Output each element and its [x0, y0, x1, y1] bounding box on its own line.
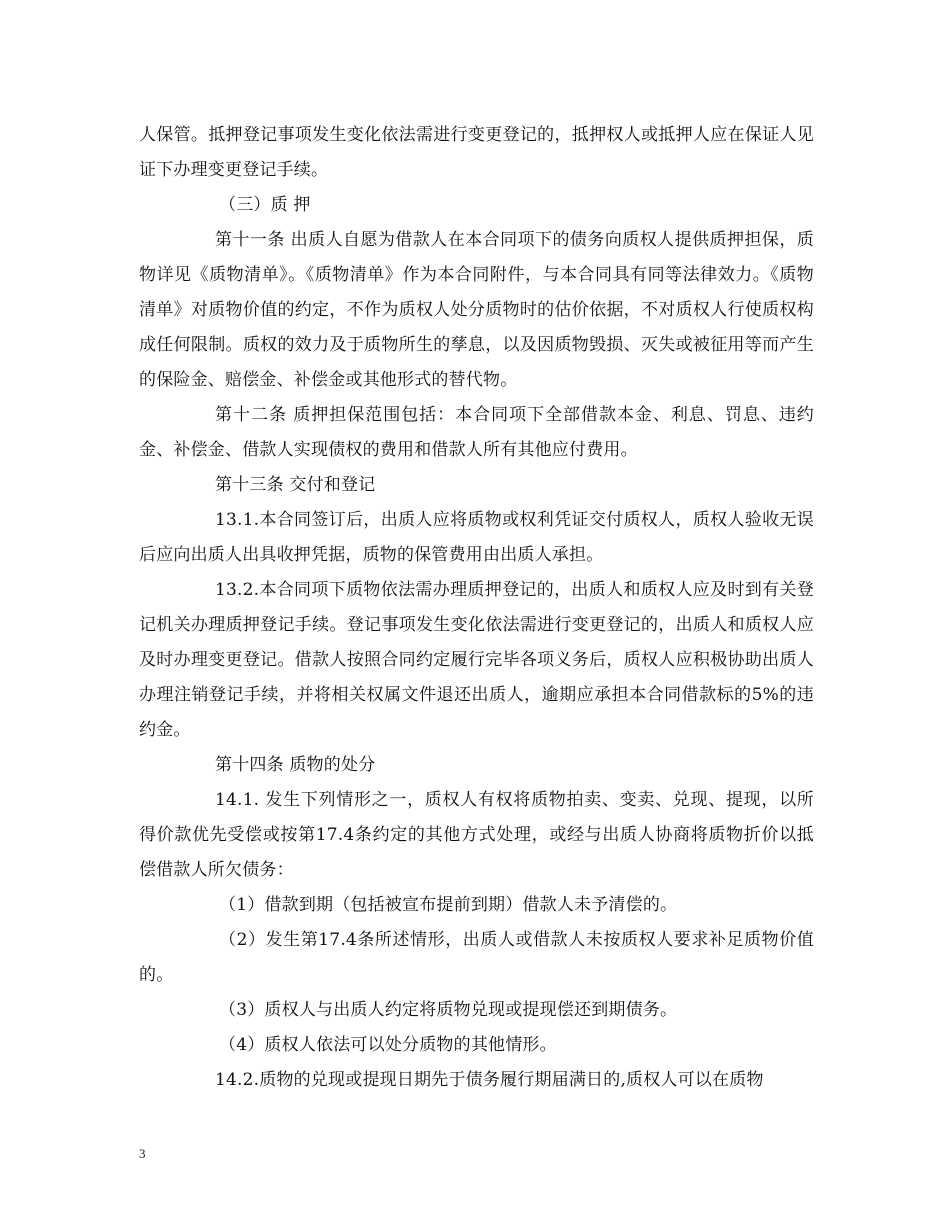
clause-14-1: 14.1. 发生下列情形之一，质权人有权将质物拍卖、变卖、兑现、提现，以所得价款优先受偿或按第17.4条约定的其他方式处理，或经与出质人协商将质物折价以抵偿借款人所欠债务： — [139, 790, 814, 880]
paragraph-mortgage-continuation: 人保管。抵押登记事项发生变化依法需进行变更登记的，抵押权人或抵押人应在保证人见证下办理变更登记手续。 — [139, 125, 814, 180]
article-13-heading: 第十三条 交付和登记 — [215, 475, 376, 495]
article-11: 第十一条 出质人自愿为借款人在本合同项下的债务向质权人提供质押担保，质物详见《质物清单》。《质物清单》作为本合同附件，与本合同具有同等法律效力。《质物清单》对质物价值的约定，不作为质权人处分质物时的估价依据，不对质权人行使质权构成任何限制。质权的效力及于质物所生的孳息，以及因质物毁损、灭失或被征用等而产生的保险金、赔偿金、补偿金或其他形式的替代物。 — [139, 230, 814, 390]
article-12: 第十二条 质押担保范围包括：本合同项下全部借款本金、利息、罚息、违约金、补偿金、借款人实现债权的费用和借款人所有其他应付费用。 — [139, 405, 814, 460]
article-14-heading: 第十四条 质物的处分 — [215, 755, 376, 775]
clause-13-2: 13.2.本合同项下质物依法需办理质押登记的，出质人和质权人应及时到有关登记机关办理质押登记手续。登记事项发生变化依法需进行变更登记的，出质人和质权人应及时办理变更登记。借款人按照合同约定履行完毕各项义务后，质权人应积极协助出质人办理注销登记手续，并将相关权属文件退还出质人，逾期应承担本合同借款标的5%的违约金。 — [139, 580, 814, 740]
document-body — [139, 118, 814, 1098]
list-item-1: （1）借款到期（包括被宣布提前到期）借款人未予清偿的。 — [219, 895, 678, 915]
page-number: 3 — [139, 1146, 146, 1161]
list-item-2: （2）发生第17.4条所述情形，出质人或借款人未按质权人要求补足质物价值的。 — [139, 930, 814, 985]
list-item-3: （3）质权人与出质人约定将质物兑现或提现偿还到期债务。 — [219, 1000, 678, 1020]
clause-14-2: 14.2.质物的兑现或提现日期先于债务履行期届满日的,质权人可以在质物 — [215, 1070, 764, 1090]
section-heading-pledge: （三）质 押 — [219, 195, 311, 215]
clause-13-1: 13.1.本合同签订后，出质人应将质物或权利凭证交付质权人，质权人验收无误后应向出质人出具收押凭据，质物的保管费用由出质人承担。 — [139, 510, 814, 565]
list-item-4: （4）质权人依法可以处分质物的其他情形。 — [219, 1035, 557, 1055]
